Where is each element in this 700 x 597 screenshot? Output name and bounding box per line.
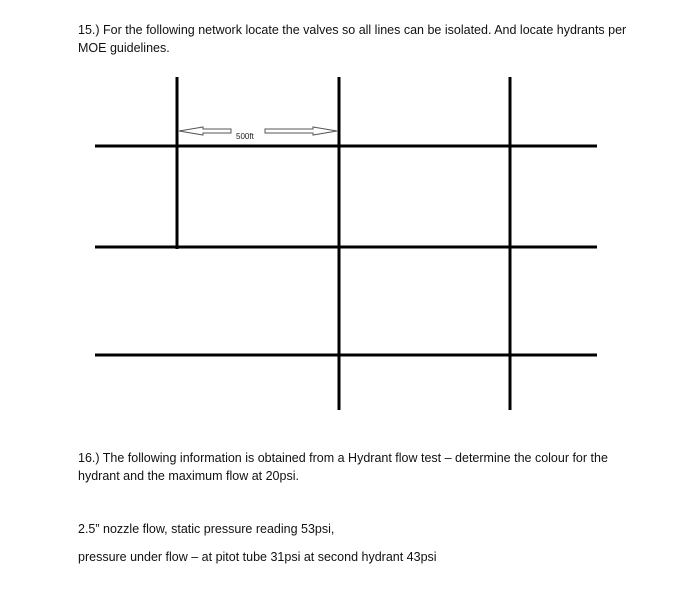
question-15-text: 15.) For the following network locate the valves so all lines can be isolated. And locate hydrants per MOE guidelines.: [78, 23, 627, 55]
question-16-text: 16.) The following information is obtained from a Hydrant flow test – determine the colour for the hydrant and the maximum flow at 20psi.: [78, 451, 608, 483]
pipe-lines: [95, 77, 597, 410]
hydrant-test-given-2: pressure under flow – at pitot tube 31psi at second hydrant 43psi: [78, 550, 437, 564]
dimension-label: 500ft: [236, 132, 254, 141]
dimension-arrows: [179, 127, 337, 135]
left-arrow-icon: [179, 127, 231, 135]
hydrant-test-given-1: 2.5” nozzle flow, static pressure reading 53psi,: [78, 522, 335, 536]
right-arrow-icon: [265, 127, 337, 135]
